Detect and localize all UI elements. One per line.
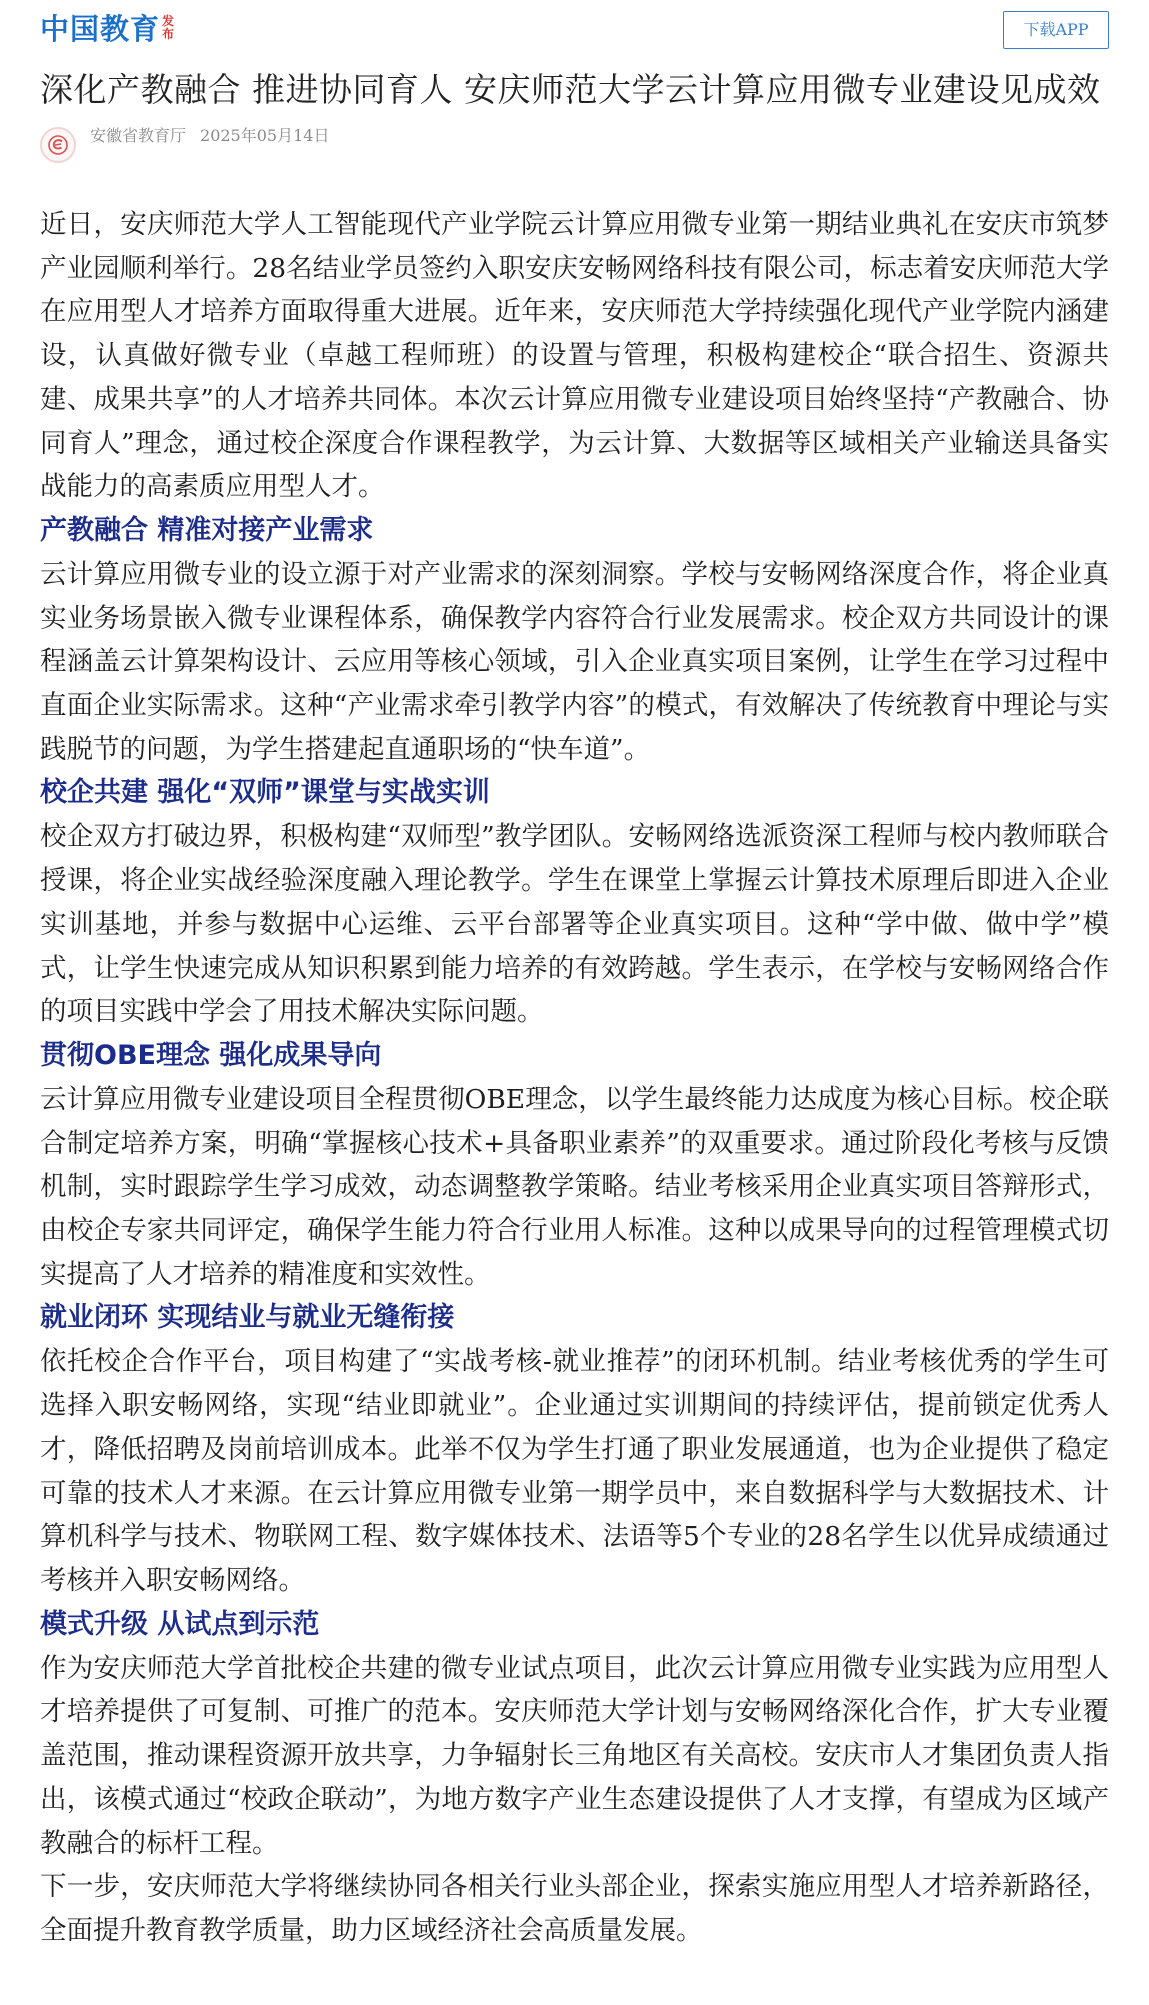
logo-main-text: 中国教育 xyxy=(40,12,161,46)
logo-sub-char-1: 发 xyxy=(162,14,175,28)
closing-paragraph: 下一步，安庆师范大学将继续协同各相关行业头部企业，探索实施应用型人才培养新路径，全面提升教育教学质量，助力区域经济社会高质量发展。 xyxy=(40,1871,1109,1946)
section-paragraph-2: 校企双方打破边界，积极构建“双师型”教学团队。安畅网络选派资深工程师与校内教师联合授课，将企业实战经验深度融入理论教学。学生在课堂上掌握云计算技术原理后即进入企业实训基地，并参与数据中心运维、云平台部署等企业真实项目。这种“学中做、做中学”模式，让学生快速完成从知识积累到能力培养的有效跨越。学生表示，在学校与安畅网络合作的项目实践中学会了用技术解决实际问题。 xyxy=(40,821,1109,1028)
article-date: 2025年05月14日 xyxy=(200,126,330,145)
article-meta xyxy=(40,125,1109,173)
top-bar xyxy=(0,0,1149,58)
section-heading-5: 模式升级 从试点到示范 xyxy=(40,1608,320,1640)
logo-sub-text xyxy=(162,15,174,41)
download-app-button[interactable]: 下载APP xyxy=(1003,11,1109,49)
intro-paragraph: 近日，安庆师范大学人工智能现代产业学院云计算应用微专业第一期结业典礼在安庆市筑梦产业园顺利举行。28名结业学员签约入职安庆安畅网络科技有限公司，标志着安庆师范大学在应用型人才培养方面取得重大进展。近年来，安庆师范大学持续强化现代产业学院内涵建设，认真做好微专业（卓越工程师班）的设置与管理，积极构建校企“联合招生、资源共建、成果共享”的人才培养共同体。本次云计算应用微专业建设项目始终坚持“产教融合、协同育人”理念，通过校企深度合作课程教学，为云计算、大数据等区域相关产业输送具备实战能力的高素质应用型人才。 xyxy=(40,209,1109,503)
logo-sub-char-2: 布 xyxy=(162,27,175,41)
section-heading-3: 贯彻OBE理念 强化成果导向 xyxy=(40,1039,382,1071)
section-heading-1: 产教融合 精准对接产业需求 xyxy=(40,514,374,546)
section-paragraph-5: 作为安庆师范大学首批校企共建的微专业试点项目，此次云计算应用微专业实践为应用型人才培养提供了可复制、可推广的范本。安庆师范大学计划与安畅网络深化合作，扩大专业覆盖范围，推动课程资源开放共享，力争辐射长三角地区有关高校。安庆市人才集团负责人指出，该模式通过“校政企联动”，为地方数字产业生态建设提供了人才支撑，有望成为区域产教融合的标杆工程。 xyxy=(40,1652,1109,1859)
article-title: 深化产教融合 推进协同育人 安庆师范大学云计算应用微专业建设见成效 xyxy=(40,70,1101,109)
section-heading-4: 就业闭环 实现结业与就业无缝衔接 xyxy=(40,1302,455,1334)
section-paragraph-1: 云计算应用微专业的设立源于对产业需求的深刻洞察。学校与安畅网络深度合作，将企业真实业务场景嵌入微专业课程体系，确保教学内容符合行业发展需求。校企双方共同设计的课程涵盖云计算架构设计、云应用等核心领域，引入企业真实项目案例，让学生在学习过程中直面企业实际需求。这种“产业需求牵引教学内容”的模式，有效解决了传统教育中理论与实践脱节的问题，为学生搭建起直通职场的“快车道”。 xyxy=(40,558,1109,765)
section-paragraph-3: 云计算应用微专业建设项目全程贯彻OBE理念，以学生最终能力达成度为核心目标。校企联合制定培养方案，明确“掌握核心技术+具备职业素养”的双重要求。通过阶段化考核与反馈机制，实时跟踪学生学习成效，动态调整教学策略。结业考核采用企业真实项目答辩形式，由校企专家共同评定，确保学生能力符合行业用人标准。这种以成果导向的过程管理模式切实提高了人才培养的精准度和实效性。 xyxy=(40,1083,1109,1290)
article-body xyxy=(40,203,1109,1953)
source-avatar-icon xyxy=(40,127,76,163)
section-paragraph-4: 依托校企合作平台，项目构建了“实战考核-就业推荐”的闭环机制。结业考核优秀的学生可选择入职安畅网络，实现“结业即就业”。企业通过实训期间的持续评估，提前锁定优秀人才，降低招聘及岗前培训成本。此举不仅为学生打通了职业发展通道，也为企业提供了稳定可靠的技术人才来源。在云计算应用微专业第一期学员中，来自数据科学与大数据技术、计算机科学与技术、物联网工程、数字媒体技术、法语等5个专业的28名学生以优异成绩通过考核并入职安畅网络。 xyxy=(40,1346,1109,1596)
source-logo-icon xyxy=(46,133,70,157)
site-logo[interactable] xyxy=(40,12,174,46)
meta-text xyxy=(90,125,329,147)
section-heading-2: 校企共建 强化“双师”课堂与实战实训 xyxy=(40,777,490,809)
article-source: 安徽省教育厅 xyxy=(90,126,187,145)
